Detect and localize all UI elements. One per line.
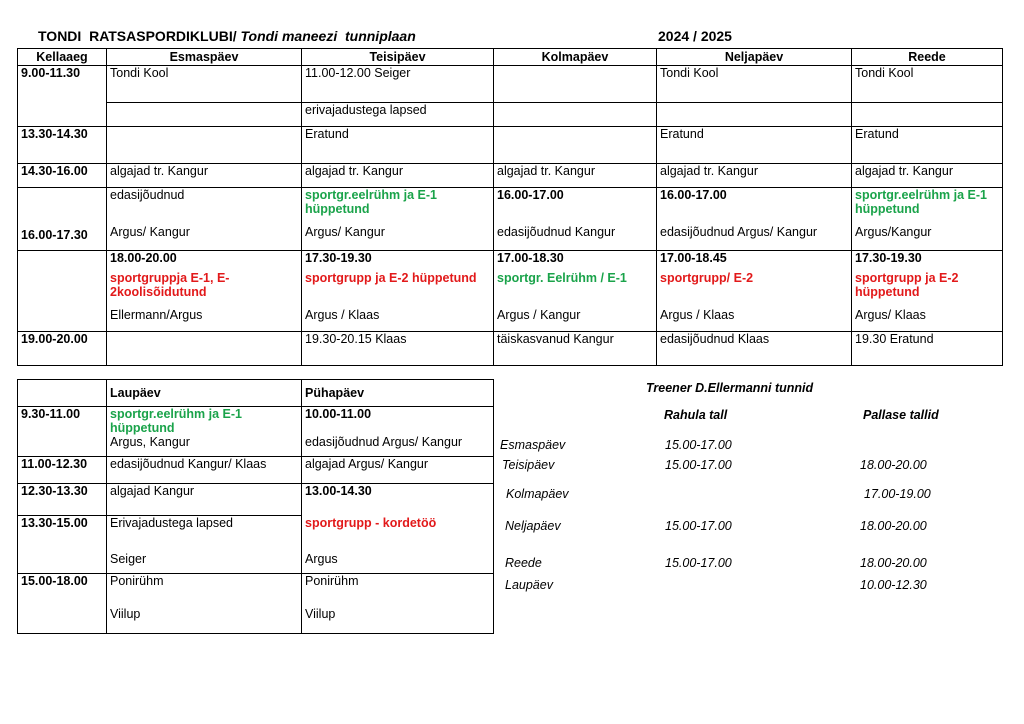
- table-row: [18, 127, 1003, 164]
- trainer-time-pallase: 17.00-19.00: [864, 487, 931, 501]
- trainer-time-pallase: 10.00-12.30: [860, 578, 927, 592]
- club-name: TONDI RATSASPORDIKLUBI/: [38, 28, 237, 44]
- header-row: [18, 380, 494, 407]
- schedule-cell: [852, 251, 1003, 332]
- time-cell: 14.30-16.00: [18, 164, 107, 188]
- group-label: sportgrupp ja E-2 hüppetund: [855, 271, 959, 299]
- time-cell: 9.30-11.00: [18, 407, 107, 457]
- col-header-mon: Esmaspäev: [107, 49, 302, 66]
- time-label: 10.00-11.00: [305, 407, 372, 421]
- trainer-label: Argus: [305, 551, 338, 566]
- time-label: 16.00-17.00: [660, 188, 727, 202]
- schedule-cell: [657, 251, 852, 332]
- table-row: [18, 457, 494, 484]
- trainer-label: Argus / Klaas: [305, 308, 380, 322]
- time-cell: 19.00-20.00: [18, 332, 107, 366]
- trainer-label: Argus/ Kangur: [110, 225, 190, 239]
- time-label: 18.00-20.00: [110, 251, 177, 265]
- trainer-label: edasijõudnud Argus/ Kangur: [660, 225, 818, 239]
- col-header-sat: Laupäev: [107, 380, 302, 407]
- schedule-cell: Eratund: [852, 127, 1003, 164]
- schedule-cell: [494, 66, 657, 103]
- trainer-col-pallase: Pallase tallid: [863, 408, 939, 422]
- table-row: [18, 484, 494, 516]
- schedule-cell: algajad tr. Kangur: [494, 164, 657, 188]
- trainer-day: Esmaspäev: [500, 438, 566, 452]
- schedule-cell: edasijõudnud Kangur/ Klaas: [107, 457, 302, 484]
- trainer-label: Argus/ Klaas: [855, 308, 926, 322]
- trainer-label: Argus / Kangur: [497, 308, 581, 322]
- schedule-cell: [107, 407, 302, 457]
- schedule-cell: [302, 188, 494, 251]
- trainer-day: Kolmapäev: [506, 487, 569, 501]
- group-label: edasijõudnud: [110, 188, 185, 202]
- table-row: [18, 332, 1003, 366]
- time-cell: 13.30-15.00: [18, 516, 107, 574]
- header-row: [18, 49, 1003, 66]
- schedule-cell: algajad tr. Kangur: [107, 164, 302, 188]
- group-label: sportgrupp/ E-2: [660, 271, 754, 285]
- trainer-label: edasijõudnud Argus/ Kangur: [305, 435, 463, 449]
- time-cell: 11.00-12.30: [18, 457, 107, 484]
- schedule-cell: 11.00-12.00 Seiger: [302, 66, 494, 103]
- schedule-cell: [107, 103, 302, 127]
- col-header-time: Kellaaeg: [18, 49, 107, 66]
- trainer-label: Argus/ Kangur: [305, 225, 385, 239]
- table-row: [18, 66, 1003, 103]
- schedule-cell: [107, 574, 302, 634]
- time-label: 17.30-19.30: [305, 251, 372, 265]
- schedule-cell: [494, 188, 657, 251]
- table-row: [18, 407, 494, 457]
- schedule-cell: algajad Kangur: [107, 484, 302, 516]
- table-row: [18, 574, 494, 634]
- trainer-time-pallase: 18.00-20.00: [860, 556, 927, 570]
- group-label: sportgr.eelrühm ja E-1 hüppetund: [305, 188, 437, 216]
- trainer-time-rahula: 15.00-17.00: [665, 458, 732, 472]
- trainer-time-rahula: 15.00-17.00: [665, 438, 732, 452]
- col-header-thu: Neljapäev: [657, 49, 852, 66]
- schedule-cell: [852, 103, 1003, 127]
- col-header-fri: Reede: [852, 49, 1003, 66]
- schedule-cell: edasijõudnud Klaas: [657, 332, 852, 366]
- schedule-cell: algajad tr. Kangur: [302, 164, 494, 188]
- col-header-wed: Kolmapäev: [494, 49, 657, 66]
- time-label: 17.00-18.30: [497, 251, 564, 265]
- time-cell: 13.30-14.30: [18, 127, 107, 164]
- season-label: 2024 / 2025: [658, 28, 732, 44]
- group-label: sportgr.eelrühm ja E-1 hüppetund: [855, 188, 987, 216]
- group-label: Ponirühm: [305, 574, 359, 588]
- schedule-cell: [107, 127, 302, 164]
- schedule-cell: [302, 407, 494, 457]
- schedule-cell: [107, 251, 302, 332]
- schedule-cell: algajad tr. Kangur: [852, 164, 1003, 188]
- trainer-label: Argus, Kangur: [110, 435, 190, 449]
- group-label: Ponirühm: [110, 574, 164, 588]
- schedule-cell: täiskasvanud Kangur: [494, 332, 657, 366]
- schedule-cell: [494, 127, 657, 164]
- schedule-cell: Tondi Kool: [107, 66, 302, 103]
- schedule-cell: [494, 251, 657, 332]
- trainer-time-rahula: 15.00-17.00: [665, 556, 732, 570]
- schedule-cell: algajad tr. Kangur: [657, 164, 852, 188]
- time-label: 17.30-19.30: [855, 251, 922, 265]
- trainer-label: edasijõudnud Kangur: [497, 225, 616, 239]
- schedule-cell: Tondi Kool: [657, 66, 852, 103]
- trainer-day: Neljapäev: [505, 519, 561, 533]
- schedule-cell: [657, 103, 852, 127]
- col-header-sun: Pühapäev: [302, 380, 494, 407]
- time-cell: 15.00-18.00: [18, 574, 107, 634]
- col-header-time: [18, 380, 107, 407]
- trainer-time-pallase: 18.00-20.00: [860, 458, 927, 472]
- group-label: sportgruppja E-1, E-2koolisõidutund: [110, 271, 230, 299]
- table-row: [18, 251, 1003, 332]
- trainer-col-rahula: Rahula tall: [664, 408, 728, 422]
- weekend-schedule-table: [17, 379, 494, 634]
- trainer-label: Viilup: [305, 607, 336, 621]
- schedule-cell: 19.30-20.15 Klaas: [302, 332, 494, 366]
- schedule-cell: [657, 188, 852, 251]
- col-header-tue: Teisipäev: [302, 49, 494, 66]
- schedule-cell: [107, 188, 302, 251]
- weekday-schedule-table: [17, 48, 1003, 366]
- schedule-cell: [494, 103, 657, 127]
- trainer-day: Teisipäev: [502, 458, 555, 472]
- trainer-time-rahula: 15.00-17.00: [665, 519, 732, 533]
- trainer-day: Laupäev: [505, 578, 553, 592]
- trainer-label: Argus / Klaas: [660, 308, 735, 322]
- trainer-label: Seiger: [110, 552, 147, 566]
- schedule-cell: [107, 332, 302, 366]
- time-label: 16.00-17.00: [497, 188, 564, 202]
- table-row: [18, 103, 1003, 127]
- schedule-cell: [107, 516, 302, 574]
- trainer-label: Viilup: [110, 607, 141, 621]
- time-cell: 9.00-11.30: [18, 66, 107, 127]
- trainer-time-pallase: 18.00-20.00: [860, 519, 927, 533]
- table-row: [18, 164, 1003, 188]
- schedule-cell: [852, 188, 1003, 251]
- table-row: [18, 516, 494, 574]
- schedule-cell: erivajadustega lapsed: [302, 103, 494, 127]
- schedule-title: Tondi maneezi tunniplaan: [236, 28, 416, 44]
- schedule-cell: Eratund: [657, 127, 852, 164]
- time-cell: [18, 251, 107, 332]
- group-label: Erivajadustega lapsed: [110, 516, 233, 530]
- group-label: sportgrupp ja E-2 hüppetund: [305, 271, 477, 285]
- page-title: [38, 28, 416, 44]
- group-label: sportgrupp - kordetöö: [305, 515, 437, 530]
- trainer-title: Treener D.Ellermanni tunnid: [646, 381, 814, 395]
- schedule-cell: [302, 516, 494, 574]
- time-cell: 16.00-17.30: [18, 188, 107, 251]
- schedule-cell: algajad Argus/ Kangur: [302, 457, 494, 484]
- trainer-day: Reede: [505, 556, 542, 570]
- trainer-label: Argus/Kangur: [855, 225, 932, 239]
- schedule-cell: Eratund: [302, 127, 494, 164]
- group-label: sportgr.eelrühm ja E-1 hüppetund: [110, 407, 242, 435]
- schedule-cell: [302, 574, 494, 634]
- schedule-cell: 19.30 Eratund: [852, 332, 1003, 366]
- schedule-cell: [302, 251, 494, 332]
- time-cell: 12.30-13.30: [18, 484, 107, 516]
- trainer-label: Ellermann/Argus: [110, 308, 203, 322]
- table-row: [18, 188, 1003, 251]
- time-label: 17.00-18.45: [660, 251, 727, 265]
- group-label: sportgr. Eelrühm / E-1: [497, 271, 627, 285]
- schedule-cell: 13.00-14.30: [302, 484, 494, 516]
- schedule-cell: Tondi Kool: [852, 66, 1003, 103]
